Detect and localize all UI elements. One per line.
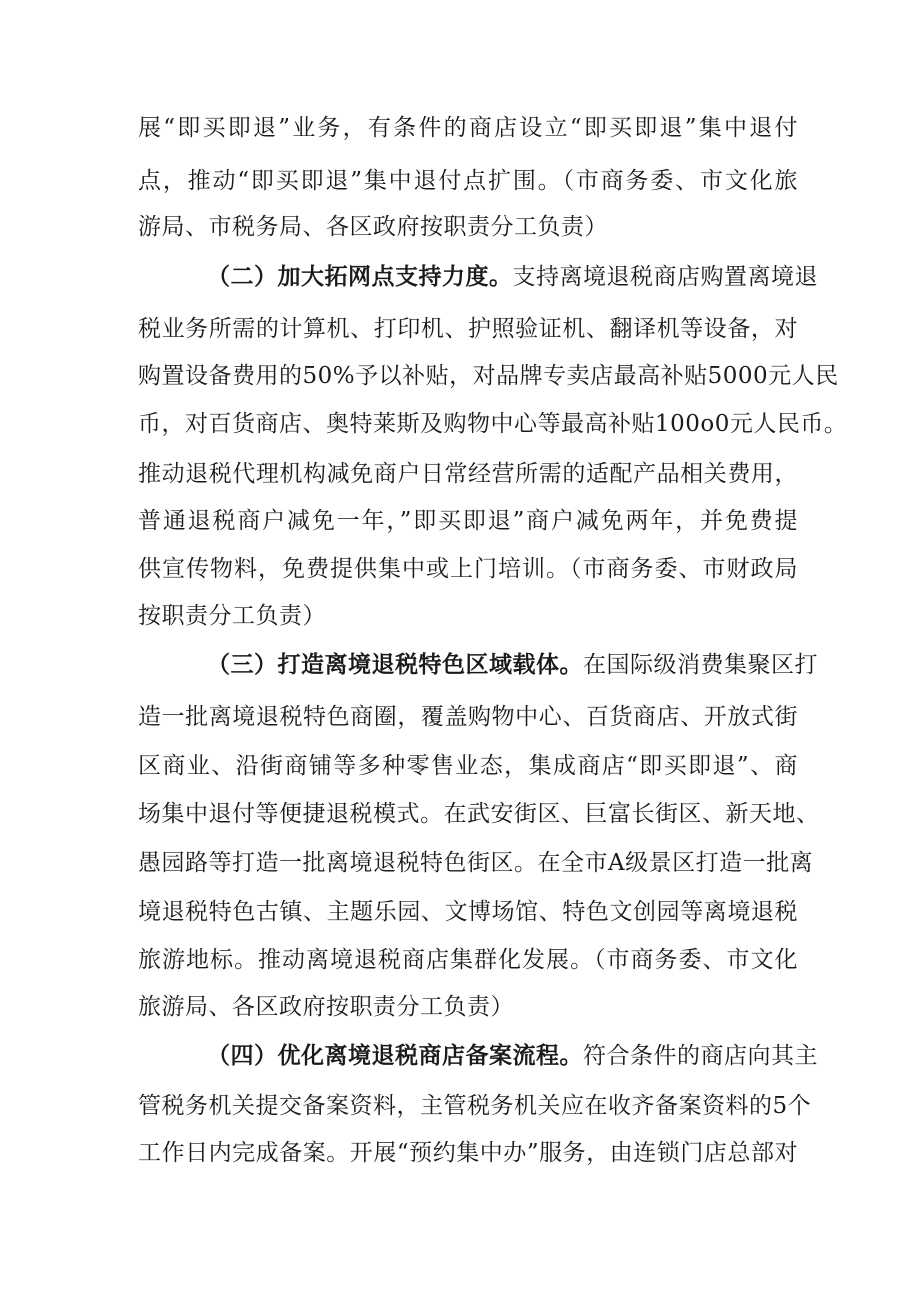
section-3-text: 在国际级消费集聚区打 xyxy=(583,652,818,678)
paragraph-line: 愚园路等打造一批离境退税特色街区。在全市A级景区打造一批离 xyxy=(138,850,814,876)
paragraph-line: 币，对百货商店、奥特莱斯及购物中心等最高补贴100o0元人民币。 xyxy=(138,411,848,437)
paragraph-line: 境退税特色古镇、主题乐园、文博场馆、特色文创园等离境退税 xyxy=(138,899,798,925)
paragraph-line: 购置设备费用的50%予以补贴，对品牌专卖店最高补贴5000元人民 xyxy=(138,363,839,389)
paragraph-line: 游局、市税务局、各区政府按职责分工负责） xyxy=(138,214,608,240)
paragraph-line: 工作日内完成备案。开展“预约集中办”服务，由连锁门店总部对 xyxy=(138,1140,798,1166)
section-heading-2: （二）加大拓网点支持力度。 xyxy=(207,263,513,290)
paragraph-line: 管税务机关提交备案资料，主管税务机关应在收齐备案资料的5个 xyxy=(138,1093,812,1119)
section-4-first-line xyxy=(207,1041,818,1071)
section-3-first-line xyxy=(207,650,818,680)
paragraph-line: 点，推动“即买即退”集中退付点扩围。（市商务委、市文化旅 xyxy=(138,168,798,194)
paragraph-line: 按职责分工负责） xyxy=(138,603,326,629)
paragraph-line: 旅游地标。推动离境退税商店集群化发展。（市商务委、市文化 xyxy=(138,947,798,973)
paragraph-line: 普通退税商户减免一年，”即买即退”商户减免两年，并免费提 xyxy=(138,508,798,534)
paragraph-line: 旅游局、各区政府按职责分工负责） xyxy=(138,994,514,1020)
section-4-text: 符合条件的商店向其主 xyxy=(583,1043,818,1069)
section-heading-4: （四）优化离境退税商店备案流程。 xyxy=(207,1042,583,1069)
section-heading-3: （三）打造离境退税特色区域载体。 xyxy=(207,651,583,678)
paragraph-line: 场集中退付等便捷退税模式。在武安街区、巨富长街区、新天地、 xyxy=(138,801,820,827)
section-2-first-line xyxy=(207,262,818,292)
paragraph-line: 税业务所需的计算机、打印机、护照验证机、翻译机等设备，对 xyxy=(138,316,798,342)
paragraph-line: 造一批离境退税特色商圈，覆盖购物中心、百货商店、开放式街 xyxy=(138,704,798,730)
paragraph-line: 展“即买即退”业务，有条件的商店设立“即买即退”集中退付 xyxy=(138,115,798,141)
paragraph-line: 区商业、沿街商铺等多种零售业态，集成商店“即买即退”、商 xyxy=(138,753,798,779)
paragraph-line: 供宣传物料，免费提供集中或上门培训。（市商务委、市财政局 xyxy=(138,556,798,582)
paragraph-line: 推动退税代理机构减免商户日常经营所需的适配产品相关费用， xyxy=(138,461,798,487)
section-2-text: 支持离境退税商店购置离境退 xyxy=(512,264,818,290)
